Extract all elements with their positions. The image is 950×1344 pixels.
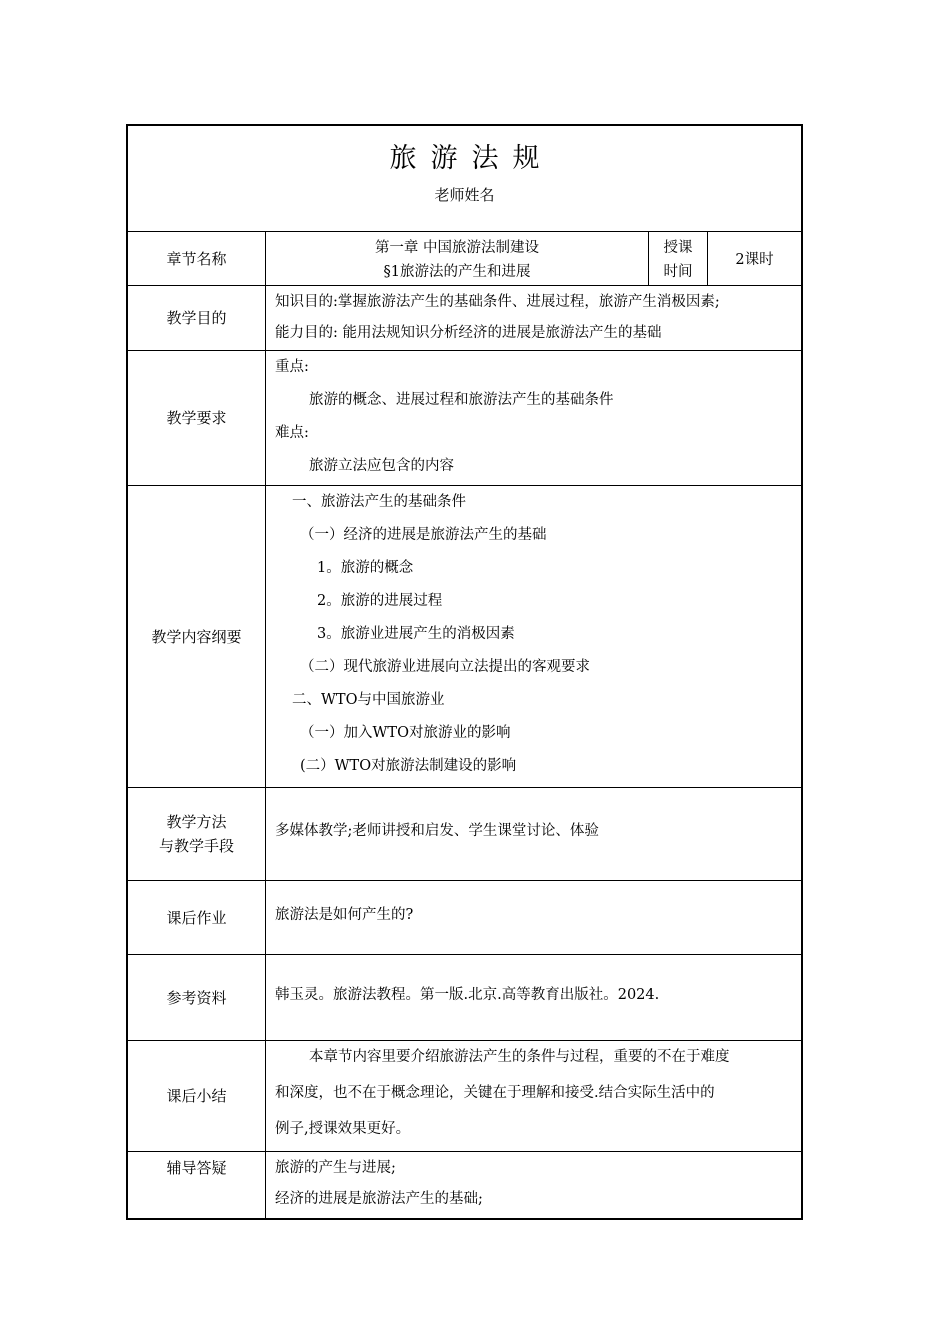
chapter-row [128, 232, 801, 286]
objectives-row [128, 286, 801, 351]
requirements-label: 教学要求 [128, 351, 266, 485]
homework-label: 课后作业 [128, 881, 266, 954]
homework-text: 旅游法是如何产生的? [275, 907, 414, 923]
difficulties-text: 旅游立法应包含的内容 [309, 458, 454, 474]
outline-item: （一）加入WTO对旅游业的影响 [300, 725, 511, 741]
key-points-label: 重点: [275, 359, 309, 375]
outline-item: (二）WTO对旅游法制建设的影响 [300, 758, 517, 774]
objectives-line-2: 能力目的: 能用法规知识分析经济的进展是旅游法产生的基础 [275, 325, 662, 341]
summary-line-1: 本章节内容里要介绍旅游法产生的条件与过程，重要的不在于难度 [309, 1049, 730, 1065]
chapter-line-1: 第一章 中国旅游法制建设 [374, 240, 540, 256]
outline-item: 二、WTO与中国旅游业 [292, 692, 445, 708]
qa-line-1: 旅游的产生与进展; [275, 1160, 396, 1176]
outline-row [128, 486, 801, 788]
outline-item: 3。旅游业进展产生的消极因素 [317, 626, 515, 642]
references-row [128, 955, 801, 1041]
references-body [266, 955, 801, 1040]
references-text: 韩玉灵。旅游法教程。第一版.北京.高等教育出版社。2024. [275, 987, 660, 1003]
qa-body [266, 1152, 801, 1218]
summary-body [266, 1041, 801, 1151]
header-row [128, 126, 801, 232]
page-title: 旅游法规 [389, 143, 554, 174]
methods-body [266, 788, 801, 880]
objectives-line-1: 知识目的:掌握旅游法产生的基础条件、进展过程，旅游产生消极因素; [275, 294, 720, 310]
homework-row [128, 881, 801, 955]
hours-label: 授课 时间 [663, 240, 693, 280]
summary-line-3: 例子,授课效果更好。 [275, 1121, 411, 1137]
teacher-name: 老师姓名 [434, 186, 495, 204]
outline-item: 一、旅游法产生的基础条件 [292, 494, 466, 510]
methods-text: 多媒体教学;老师讲授和启发、学生课堂讨论、体验 [275, 823, 599, 839]
references-label: 参考资料 [128, 955, 266, 1040]
chapter-title [266, 236, 648, 284]
qa-label: 辅导答疑 [128, 1152, 266, 1218]
objectives-label: 教学目的 [128, 286, 266, 350]
outline-label: 教学内容纲要 [128, 486, 266, 787]
chapter-label: 章节名称 [128, 232, 266, 285]
key-points-text: 旅游的概念、进展过程和旅游法产生的基础条件 [309, 392, 614, 408]
chapter-body [266, 232, 801, 285]
outline-item: 1。旅游的概念 [317, 560, 414, 576]
hours-value: 2课时 [735, 252, 774, 268]
homework-body [266, 881, 801, 954]
methods-label: 教学方法 与教学手段 [128, 788, 266, 880]
requirements-row [128, 351, 801, 486]
requirements-body [266, 351, 801, 485]
difficulties-label: 难点: [275, 425, 309, 441]
summary-row [128, 1041, 801, 1152]
outline-body [266, 486, 801, 787]
outline-item: 2。旅游的进展过程 [317, 593, 443, 609]
qa-row [128, 1152, 801, 1218]
qa-line-2: 经济的进展是旅游法产生的基础; [275, 1191, 483, 1207]
chapter-line-2: §1旅游法的产生和进展 [383, 264, 531, 280]
lesson-plan-table [126, 124, 803, 1220]
summary-label: 课后小结 [128, 1041, 266, 1151]
objectives-body [266, 286, 801, 350]
summary-line-2: 和深度，也不在于概念理论，关键在于理解和接受.结合实际生活中的 [275, 1085, 715, 1101]
outline-item: （一）经济的进展是旅游法产生的基础 [300, 527, 547, 543]
outline-item: （二）现代旅游业进展向立法提出的客观要求 [300, 659, 590, 675]
methods-row [128, 788, 801, 881]
